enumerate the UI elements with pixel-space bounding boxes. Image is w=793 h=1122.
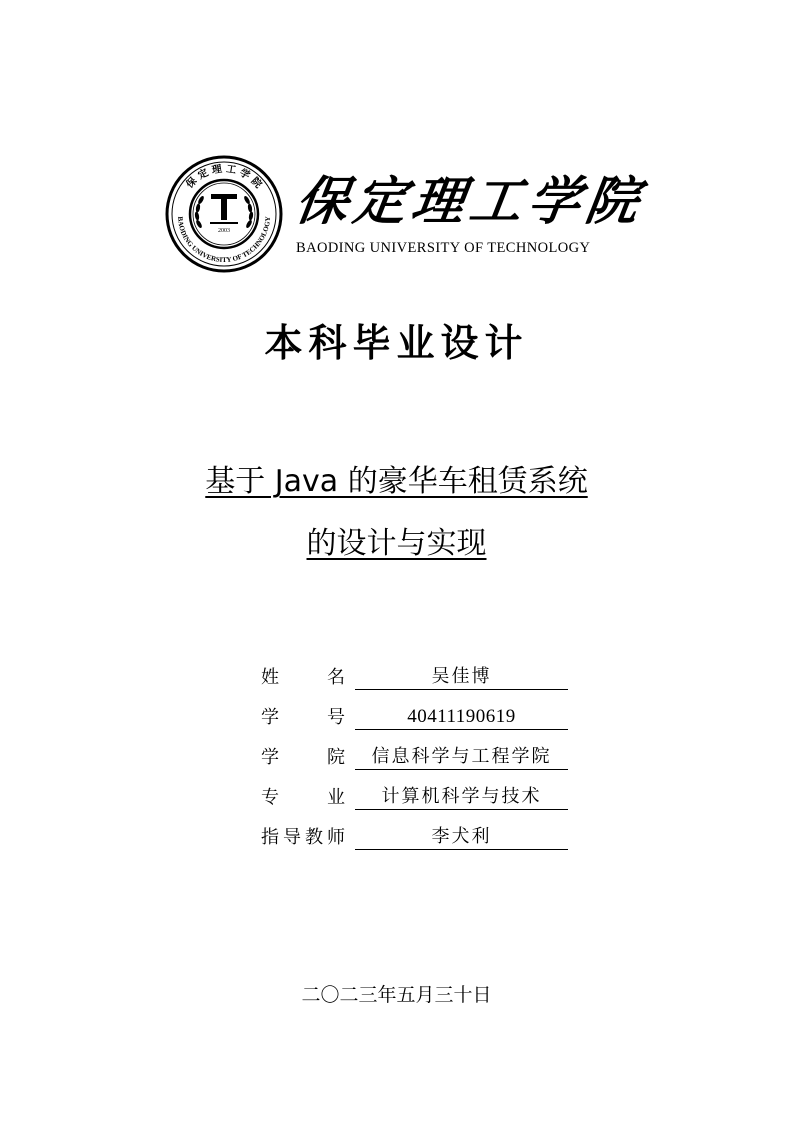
- label-char: 教: [305, 827, 323, 848]
- label-char: 号: [327, 707, 345, 728]
- info-value-major: 计算机科学与技术: [355, 784, 568, 810]
- label-char: 学: [261, 747, 279, 768]
- info-row-college: [261, 744, 571, 784]
- label-char: 姓: [261, 667, 279, 688]
- info-value-name: 吴佳博: [355, 664, 568, 690]
- university-seal-icon: [164, 154, 284, 274]
- info-value-college: 信息科学与工程学院: [355, 744, 568, 770]
- university-name-en: BAODING UNIVERSITY OF TECHNOLOGY: [296, 240, 591, 256]
- label-char: 专: [261, 787, 279, 808]
- info-row-student-id: [261, 704, 571, 744]
- seal-ring-text-en: BAODING UNIVERSITY OF TECHNOLOGY: [175, 216, 273, 265]
- thesis-title-line-2: [0, 524, 793, 564]
- label-char: 院: [327, 747, 345, 768]
- seal-ring-text-cn: 保 定 理 工 学 院: [184, 163, 264, 191]
- label-char: 业: [327, 787, 345, 808]
- info-label-student-id: [261, 706, 345, 730]
- info-label-college: [261, 746, 345, 770]
- thesis-title-line-1-text: 基于 Java 的豪华车租赁系统: [205, 464, 588, 499]
- submission-date: 二〇二三年五月三十日: [301, 984, 492, 1006]
- label-char: 名: [327, 667, 345, 688]
- info-row-major: [261, 784, 571, 824]
- seal-year: 2003: [218, 228, 230, 234]
- document-type: 本科毕业设计: [264, 320, 529, 365]
- info-label-advisor: [261, 826, 345, 850]
- info-row-name: [261, 664, 571, 704]
- label-char: 师: [327, 827, 345, 848]
- university-header: [160, 150, 649, 280]
- info-label-major: [261, 786, 345, 810]
- label-char: 导: [283, 827, 301, 848]
- info-row-advisor: [261, 824, 571, 864]
- university-name-cn: 保定理工学院: [291, 171, 649, 232]
- thesis-title-line-1: [0, 462, 793, 502]
- thesis-title-line-2-text: 的设计与实现: [306, 526, 487, 561]
- student-info-table: [261, 664, 571, 864]
- label-char: 学: [261, 707, 279, 728]
- info-value-student-id: 40411190619: [355, 704, 568, 730]
- info-value-advisor: 李犬利: [355, 824, 568, 850]
- label-char: 指: [261, 827, 279, 848]
- info-label-name: [261, 666, 345, 690]
